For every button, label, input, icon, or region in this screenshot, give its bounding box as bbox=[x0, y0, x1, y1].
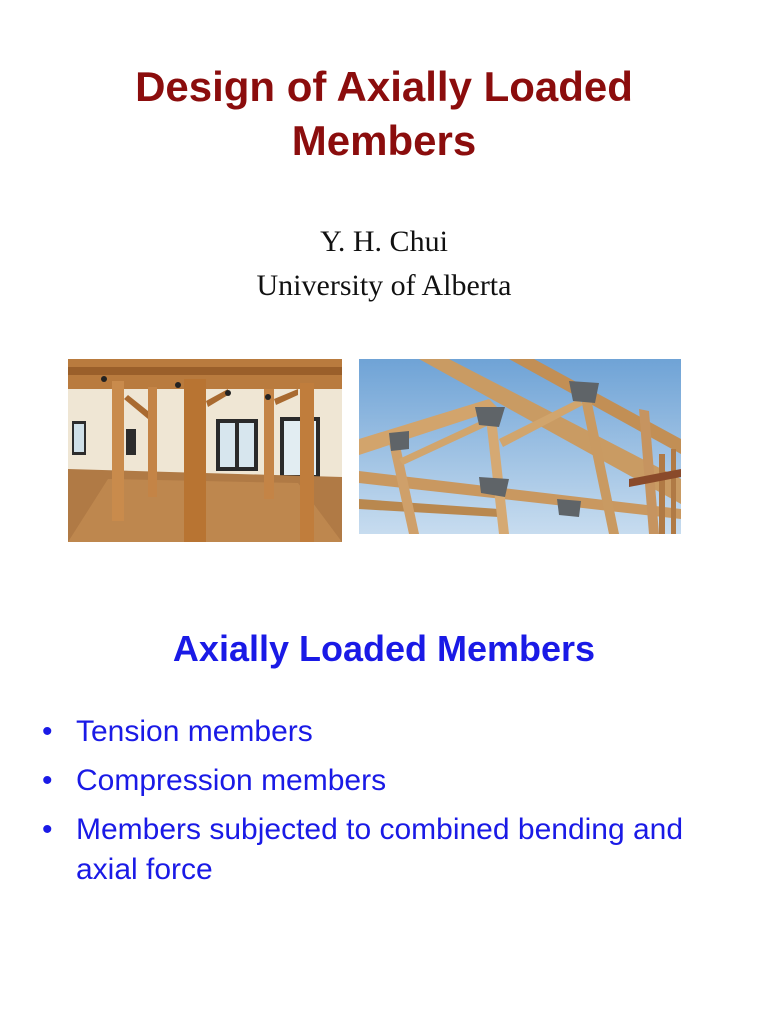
slide-title bbox=[60, 60, 708, 168]
bullet-marker: • bbox=[42, 813, 53, 846]
bullet-text: Compression members bbox=[76, 764, 387, 797]
bullet-item bbox=[42, 761, 722, 801]
bullet-text: Tension members bbox=[76, 715, 313, 748]
title-line-1: Design of Axially Loaded bbox=[135, 63, 633, 110]
timber-interior-photo bbox=[68, 359, 342, 542]
author-name: Y. H. Chui bbox=[320, 225, 448, 258]
author-affiliation: University of Alberta bbox=[256, 269, 512, 302]
bullet-marker: • bbox=[42, 764, 53, 797]
title-line-2: Members bbox=[291, 117, 477, 164]
bullet-item bbox=[42, 810, 722, 890]
bullet-item bbox=[42, 712, 722, 752]
roof-truss-photo bbox=[359, 359, 681, 534]
bullet-marker: • bbox=[42, 715, 53, 748]
bullet-text: Members subjected to combined bending and axial force bbox=[76, 813, 684, 886]
author-block bbox=[0, 220, 768, 308]
bullet-list bbox=[42, 712, 722, 899]
section-title: Axially Loaded Members bbox=[172, 628, 596, 669]
